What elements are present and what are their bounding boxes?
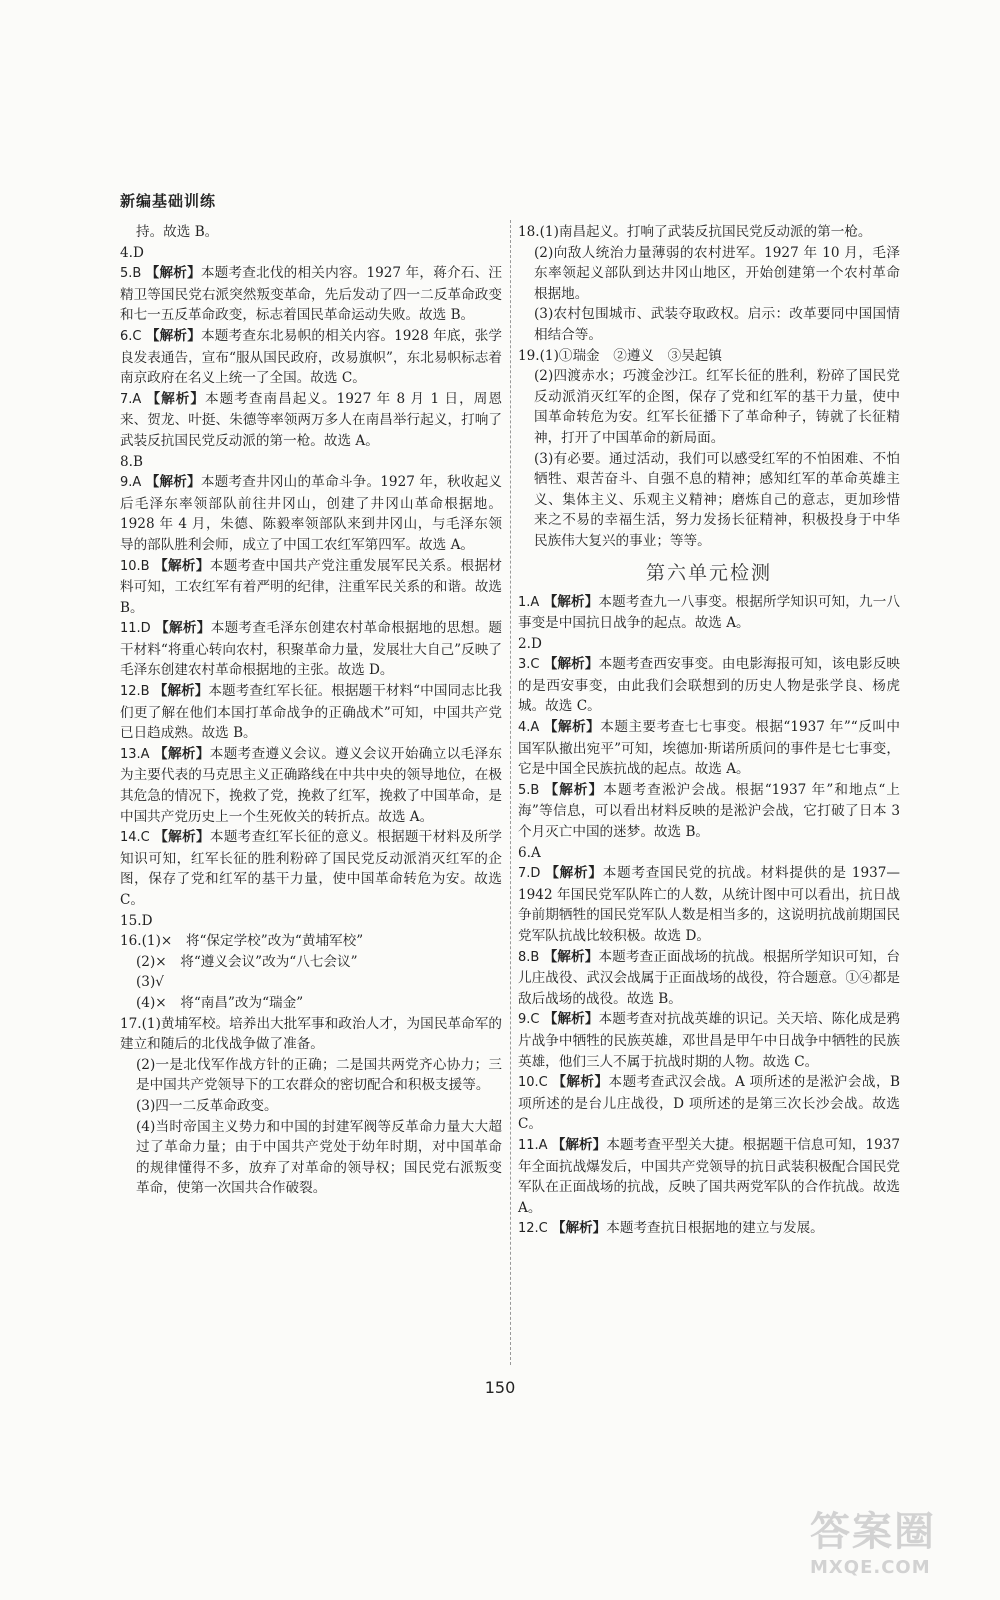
answer-item <box>120 993 502 1014</box>
answer-item <box>120 744 502 827</box>
analysis-tag: 【解析】 <box>145 327 202 344</box>
answer-text: 本题考查南昌起义。1927 年 8 月 1 日，周恩来、贺龙、叶挺、朱德等率领两万多人在南昌举行起义，打响了武装反抗国民党反动派的第一枪。故选 A。 <box>120 390 503 449</box>
answer-text: 本题考查井冈山的革命斗争。1927 年，秋收起义后毛泽东率领部队前往井冈山，创建了井冈山革命根据地。1928 年 4 月，朱德、陈毅率领部队来到井冈山，与毛泽东领导的部队胜利会师，成立了中国工农红军第四军。故选 A。 <box>120 474 503 553</box>
answer-number: 12.C <box>518 1221 552 1237</box>
answer-number: 14.C <box>120 830 155 846</box>
answer-text: 15.D <box>120 912 153 929</box>
analysis-tag: 【解析】 <box>153 683 209 700</box>
answer-item <box>120 952 502 973</box>
answer-item <box>120 618 502 681</box>
analysis-tag: 【解析】 <box>145 265 201 282</box>
answer-item <box>518 243 900 305</box>
analysis-tag: 【解析】 <box>543 948 599 965</box>
section-title: 第六单元检测 <box>645 561 772 584</box>
analysis-tag: 【解析】 <box>543 1011 599 1028</box>
answer-number: 6.C <box>120 328 146 344</box>
answer-text: 本题考查红军长征。根据题干材料“中国同志比我们更了解在他们本国打革命战争的正确战术”可知，中国共产党已日趋成熟。故选 B。 <box>120 683 503 742</box>
answer-item <box>120 911 502 932</box>
answer-text: 17.(1)黄埔军校。培养出大批军事和政治人才，为国民革命军的建立和随后的北伐战争做了准备。 <box>120 1015 502 1053</box>
answer-item <box>518 346 900 367</box>
answer-text: 4.D <box>120 244 144 261</box>
answer-text: 6.A <box>518 844 541 861</box>
analysis-tag: 【解析】 <box>551 1136 607 1153</box>
answer-item <box>120 472 502 555</box>
watermark-logo <box>810 1500 980 1590</box>
answer-text: 8.B <box>120 453 143 470</box>
analysis-tag: 【解析】 <box>543 593 599 610</box>
analysis-tag: 【解析】 <box>154 829 210 846</box>
answer-text: 本题考查对抗战英雄的识记。关天培、陈化成是鸦片战争中牺牲的民族英雄，邓世昌是甲午中日战争中牺牲的民族英雄，他们三人不属于抗战时期的人物。故选 C。 <box>518 1011 900 1070</box>
answer-text: (2)一是北伐军作战方针的正确；二是国共两党齐心协力；三是中国共产党领导下的工农群众的密切配合和积极支援等。 <box>136 1056 502 1094</box>
analysis-tag: 【解析】 <box>154 557 210 574</box>
answer-number: 7.A <box>120 391 147 407</box>
answer-text: (2)向敌人统治力量薄弱的农村进军。1927 年 10 月，毛泽东率领起义部队到达井冈山地区，开始创建第一个农村革命根据地。 <box>534 244 900 302</box>
answer-item <box>518 1218 900 1240</box>
answer-number: 5.B <box>518 782 545 798</box>
answer-number: 7.D <box>518 866 546 882</box>
answer-item <box>518 592 900 634</box>
answer-text: 本题考查遵义会议。遵义会议开始确立以毛泽东为主要代表的马克思主义正确路线在中共中央的领导地位，在极其危急的情况下，挽救了党，挽救了红军，挽救了中国革命，是中国共产党历史上一个生死攸关的转折点。故选 A。 <box>120 745 503 825</box>
answer-item <box>120 222 502 243</box>
answer-text: (3)√ <box>136 974 164 991</box>
answer-text: (2)× 将“遵义会议”改为“八七会议” <box>136 953 358 970</box>
answer-item <box>518 1072 900 1135</box>
answer-item <box>120 827 502 910</box>
answer-text: 本题考查毛泽东创建农村革命根据地的思想。题干材料“将重心转向农村，积聚革命力量，发展壮大自己”反映了毛泽东创建农村革命根据地的主张。故选 D。 <box>120 620 503 679</box>
answer-text: 18.(1)南昌起义。打响了武装反抗国民党反动派的第一枪。 <box>518 224 872 240</box>
answer-number: 1.A <box>518 594 544 610</box>
answer-text: (4)× 将“南昌”改为“瑞金” <box>136 994 304 1011</box>
analysis-tag: 【解析】 <box>154 745 210 762</box>
analysis-tag: 【解析】 <box>544 781 604 798</box>
analysis-tag: 【解析】 <box>155 620 211 637</box>
answer-item <box>120 326 502 389</box>
answer-number: 11.D <box>120 621 156 637</box>
answer-number: 12.B <box>120 684 154 700</box>
answer-item <box>518 717 900 780</box>
answer-item <box>120 243 502 264</box>
answer-item <box>518 1009 900 1072</box>
answer-item <box>518 634 900 655</box>
answer-text: 本题考查武汉会战。A 项所述的是淞沪会战，B 项所述的是台儿庄战役，D 项所述的是第三次长沙会战。故选 C。 <box>518 1074 900 1133</box>
answer-number: 9.A <box>120 475 146 491</box>
answer-item <box>518 947 900 1010</box>
answer-text: (4)当时帝国主义势力和中国的封建军阀等反革命力量大大超过了革命力量；由于中国共产党处于幼年时期，对中国革命的规律懂得不多，放弃了对革命的领导权；国民党右派叛变革命，使第一次国共合作破裂。 <box>136 1118 502 1197</box>
answer-item <box>120 1096 502 1117</box>
answer-number: 4.A <box>518 720 544 736</box>
answer-number: 10.C <box>518 1075 553 1091</box>
answer-item <box>518 449 900 552</box>
analysis-tag: 【解析】 <box>545 865 603 882</box>
answer-item <box>120 1055 502 1096</box>
answer-item <box>518 304 900 345</box>
answer-item <box>518 843 900 864</box>
answer-text: 本题考查正面战场的抗战。根据所学知识可知，台儿庄战役、武汉会战属于正面战场的战役，符合题意。①④都是敌后战场的战役。故选 B。 <box>518 948 900 1007</box>
answer-item <box>120 452 502 473</box>
answer-text: 16.(1)× 将“保定学校”改为“黄埔军校” <box>120 933 364 950</box>
answer-text: 本题考查淞沪会战。根据“1937 年”和地点“上海”等信息，可以看出材料反映的是淞沪会战，它打破了日本 3 个月灭亡中国的迷梦。故选 B。 <box>518 781 901 841</box>
answer-number: 3.C <box>518 657 544 673</box>
answer-text: 2.D <box>518 635 542 652</box>
answer-item <box>120 263 502 326</box>
answer-text: 本题考查东北易帜的相关内容。1928 年底，张学良发表通告，宣布“服从国民政府，改易旗帜”，东北易帜标志着南京政府在名义上统一了全国。故选 C。 <box>120 327 503 387</box>
answer-item <box>120 556 502 619</box>
analysis-tag: 【解析】 <box>543 719 601 736</box>
column-divider <box>510 220 511 1365</box>
answer-text: (3)农村包围城市、武装夺取政权。启示：改革要同中国国情相结合等。 <box>534 306 900 343</box>
answer-text: (3)有必要。通过活动，我们可以感受红军的不怕困难、不怕牺牲、艰苦奋斗、自强不息的精神；感知红军的革命英雄主义、集体主义、乐观主义精神；磨炼自己的意志，更加珍惜来之不易的幸福生活，努力发扬长征精神，积极投身于中华民族伟大复兴的事业；等等。 <box>534 450 900 549</box>
answer-text: 本题考查西安事变。由电影海报可知，该电影反映的是西安事变，由此我们会联想到的历史人物是张学良、杨虎城。故选 C。 <box>518 656 900 715</box>
answers-unit5-continued <box>518 222 900 552</box>
left-column <box>120 222 502 1199</box>
watermark-url: MXQE.COM <box>810 1557 931 1578</box>
answer-text: 本题考查平型关大捷。根据题干信息可知，1937 年全面抗战爆发后，中国共产党领导的抗日武装积极配合国民党军队在正面战场的抗战，反映了国共两党军队的合作抗战。故选 A。 <box>518 1136 901 1216</box>
answer-item <box>120 1014 502 1055</box>
analysis-tag: 【解析】 <box>552 1074 609 1091</box>
answer-item <box>120 931 502 952</box>
answer-item <box>518 863 900 946</box>
answer-item <box>518 1135 900 1218</box>
answer-number: 8.B <box>518 949 544 965</box>
answer-item <box>120 972 502 993</box>
analysis-tag: 【解析】 <box>551 1220 607 1237</box>
answer-number: 11.A <box>518 1137 552 1153</box>
answer-text: 持。故选 B。 <box>136 224 219 240</box>
answer-item <box>518 222 900 243</box>
answer-item <box>120 681 502 744</box>
answer-item <box>518 654 900 717</box>
analysis-tag: 【解析】 <box>543 656 599 673</box>
running-header: 新编基础训练 <box>120 192 217 210</box>
answer-item <box>120 1117 502 1199</box>
right-column <box>518 222 900 1240</box>
answer-text: (3)四一二反革命政变。 <box>136 1097 278 1114</box>
page-number: 150 <box>484 1378 516 1397</box>
answer-text: 本题考查九一八事变。根据所学知识可知，九一八事变是中国抗日战争的起点。故选 A。 <box>518 593 901 632</box>
answer-text: 本题考查抗日根据地的建立与发展。 <box>606 1220 824 1237</box>
answer-item <box>518 366 900 448</box>
watermark-text: 答案圈 <box>810 1509 936 1555</box>
answer-text: 本题考查国民党的抗战。材料提供的是 1937—1942 年国民党军队阵亡的人数，从统计图中可以看出，抗日战争前期牺牲的国民党军队人数是相当多的，这说明抗战前期国民党军队抗战比较积极。故选 D。 <box>518 865 901 944</box>
answer-number: 10.B <box>120 558 155 574</box>
analysis-tag: 【解析】 <box>145 474 201 491</box>
analysis-tag: 【解析】 <box>146 390 205 407</box>
answer-number: 5.B <box>120 266 146 282</box>
answer-text: 19.(1)①瑞金 ②遵义 ③吴起镇 <box>518 347 722 364</box>
answer-number: 13.A <box>120 746 155 762</box>
answer-text: 本题考查中国共产党注重发展军民关系。根据材料可知，工农红军有着严明的纪律，注重军民关系的和谐。故选 B。 <box>120 557 503 616</box>
answer-item <box>120 389 502 452</box>
answers-unit6 <box>518 592 900 1240</box>
answer-text: (2)四渡赤水；巧渡金沙江。红军长征的胜利，粉碎了国民党反动派消灭红军的企图，保存了党和红军的基干力量，使中国革命转危为安。红军长征播下了革命种子，铸就了长征精神，打开了中国革命的新局面。 <box>534 368 900 446</box>
answer-number: 9.C <box>518 1012 544 1028</box>
answer-text: 本题考查红军长征的意义。根据题干材料及所学知识可知，红军长征的胜利粉碎了国民党反动派消灭红军的企图，保存了党和红军的基干力量，使中国革命转危为安。故选 C。 <box>120 829 503 908</box>
answer-item <box>518 780 900 843</box>
answer-text: 本题考查北伐的相关内容。1927 年，蒋介石、汪精卫等国民党右派突然叛变革命，先后发动了四一二反革命政变和七一五反革命政变，标志着国民革命运动失败。故选 B。 <box>120 265 502 324</box>
answer-text: 本题主要考查七七事变。根据“1937 年”“反叫中国军队撤出宛平”可知，埃德加·斯诺所质问的事件是七七事变，它是中国全民族抗战的起点。故选 A。 <box>518 719 901 778</box>
